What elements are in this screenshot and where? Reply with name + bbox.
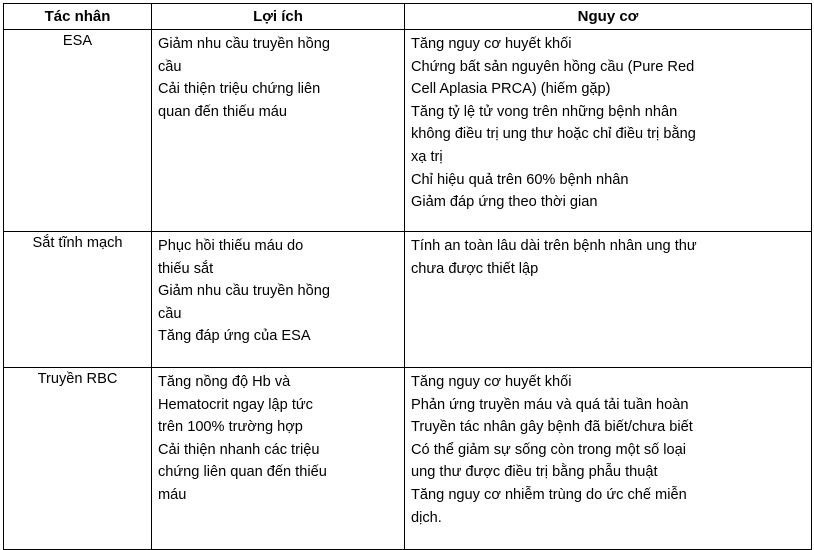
risk-line: ung thư được điều trị bằng phẫu thuật bbox=[411, 464, 658, 481]
agent-cell: ESA bbox=[4, 30, 152, 232]
benefit-line: quan đến thiếu máu bbox=[158, 103, 288, 120]
table-row bbox=[4, 368, 812, 550]
risk-line: Tính an toàn lâu dài trên bệnh nhân ung thư bbox=[411, 238, 697, 254]
comparison-table bbox=[3, 3, 812, 550]
benefit-line: Cải thiện nhanh các triệu bbox=[158, 441, 320, 458]
benefit-line: Giảm nhu cầu truyền hồng bbox=[158, 283, 330, 300]
risk-line: Giảm đáp ứng theo thời gian bbox=[411, 194, 598, 211]
risk-line: Cell Aplasia PRCA) (hiếm gặp) bbox=[411, 81, 611, 98]
benefit-line: Cải thiện triệu chứng liên bbox=[158, 81, 321, 98]
benefit-line: Phục hồi thiếu máu do bbox=[158, 238, 304, 254]
benefit-line: Tăng đáp ứng của ESA bbox=[158, 328, 311, 345]
risk-line: không điều trị ung thư hoặc chỉ điều trị bằng bbox=[411, 126, 696, 143]
benefit-line: Tăng nồng độ Hb và bbox=[158, 374, 291, 390]
benefits-cell bbox=[152, 368, 405, 550]
table-header bbox=[4, 4, 812, 30]
benefits-cell bbox=[152, 232, 405, 368]
benefit-line: cầu bbox=[158, 58, 182, 75]
table-row bbox=[4, 232, 812, 368]
benefit-line: Giảm nhu cầu truyền hồng bbox=[158, 36, 330, 52]
risks-cell bbox=[405, 30, 812, 232]
benefit-line: Hematocrit ngay lập tức bbox=[158, 396, 313, 413]
benefit-line: thiếu sắt bbox=[158, 260, 214, 277]
benefit-line: trên 100% trường hợp bbox=[158, 419, 303, 436]
risks-cell bbox=[405, 232, 812, 368]
header-agent: Tác nhân bbox=[4, 4, 152, 30]
risk-line: Có thể giảm sự sống còn trong một số loại bbox=[411, 441, 687, 458]
benefit-line: cầu bbox=[158, 305, 182, 322]
risks-cell bbox=[405, 368, 812, 550]
header-row bbox=[4, 4, 812, 30]
risk-line: Tăng tỷ lệ tử vong trên những bệnh nhân bbox=[411, 103, 678, 120]
risk-line: Phản ứng truyền máu và quá tải tuần hoàn bbox=[411, 396, 689, 413]
header-risks: Nguy cơ bbox=[405, 4, 812, 30]
risk-line: Chỉ hiệu quả trên 60% bệnh nhân bbox=[411, 171, 629, 188]
risk-line: Tăng nguy cơ nhiễm trùng do ức chế miễn bbox=[411, 486, 687, 503]
agent-cell: Sắt tĩnh mạch bbox=[4, 232, 152, 368]
benefit-line: máu bbox=[158, 486, 187, 503]
risk-line: Chứng bất sản nguyên hồng cầu (Pure Red bbox=[411, 58, 695, 75]
risk-line: dịch. bbox=[411, 509, 442, 526]
header-benefits: Lợi ích bbox=[152, 4, 405, 30]
benefits-cell bbox=[152, 30, 405, 232]
risk-line: Tăng nguy cơ huyết khối bbox=[411, 374, 572, 390]
risk-line: xạ trị bbox=[411, 148, 443, 165]
agent-cell: Truyền RBC bbox=[4, 368, 152, 550]
benefit-line: chứng liên quan đến thiếu bbox=[158, 464, 327, 481]
table-row bbox=[4, 30, 812, 232]
risk-line: Truyền tác nhân gây bệnh đã biết/chưa biết bbox=[411, 419, 693, 436]
risk-line: chưa được thiết lập bbox=[411, 260, 539, 277]
risk-line: Tăng nguy cơ huyết khối bbox=[411, 36, 572, 52]
